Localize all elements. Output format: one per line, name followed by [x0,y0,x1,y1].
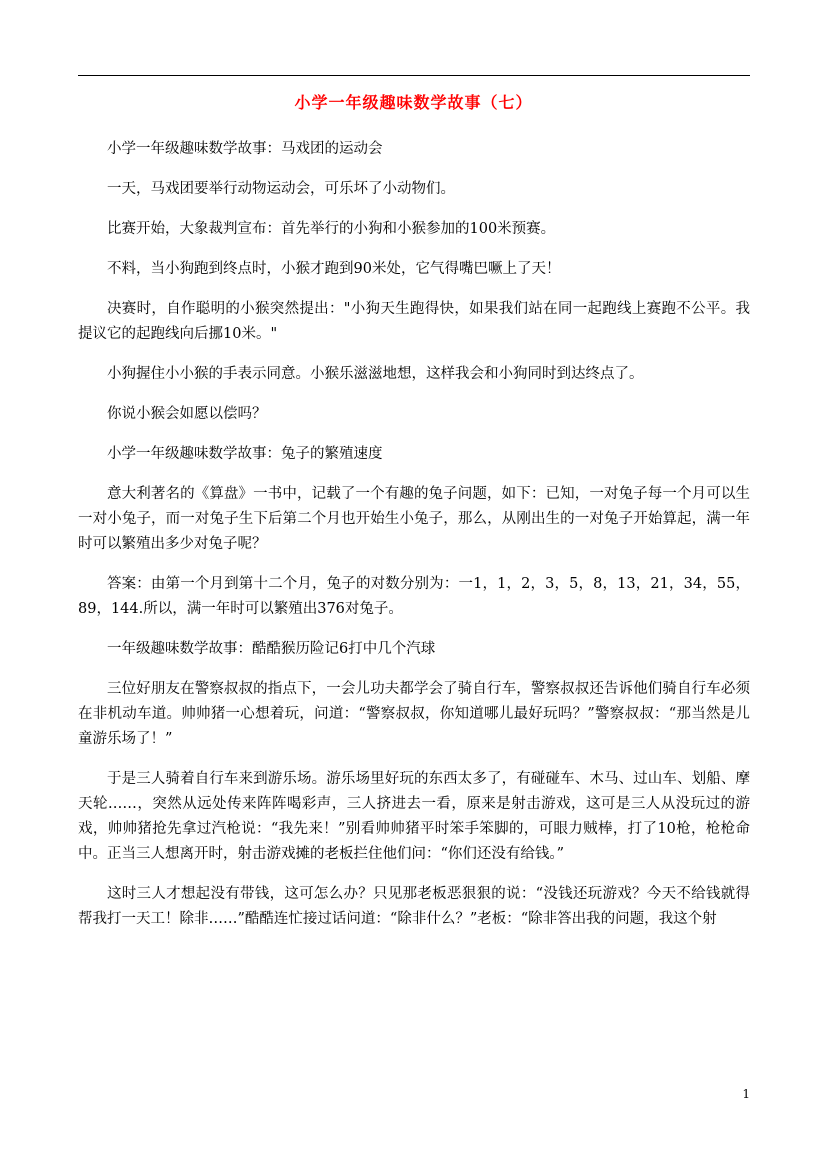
paragraph: 小学一年级趣味数学故事：马戏团的运动会 [107,141,383,157]
document-title: 小学一年级趣味数学故事（七） [294,93,533,112]
document-body [78,137,750,947]
paragraph: 一年级趣味数学故事：酷酷猴历险记6打中几个汽球 [107,641,436,657]
paragraph: 决赛时，自作聪明的小猴突然提出："小狗天生跑得快，如果我们站在同一起跑线上赛跑不公平。我提议它的起跑线向后挪10米。" [78,301,750,342]
paragraph: 小狗握住小小猴的手表示同意。小猴乐滋滋地想，这样我会和小狗同时到达终点了。 [107,366,644,382]
paragraph: 答案：由第一个月到第十二个月，兔子的对数分别为：一1，1，2，3，5，8，13，21，34，55，89，144.所以，满一年时可以繁殖出376对兔子。 [78,576,750,617]
paragraph: 于是三人骑着自行车来到游乐场。游乐场里好玩的东西太多了，有碰碰车、木马、过山车、划船、摩天轮……，突然从远处传来阵阵喝彩声，三人挤进去一看，原来是射击游戏，这可是三人从没玩过的游戏，帅帅猪抢先拿过汽枪说：“我先来！”别看帅帅猪平时笨手笨脚的，可眼力贼棒，打了10枪，枪枪命中。正当三人想离开时，射击游戏摊的老板拦住他们问：“你们还没有给钱。” [78,771,750,862]
paragraph: 三位好朋友在警察叔叔的指点下，一会儿功夫都学会了骑自行车，警察叔叔还告诉他们骑自行车必须在非机动车道。帅帅猪一心想着玩，问道：“警察叔叔，你知道哪儿最好玩吗？”警察叔叔：“那当然是儿童游乐场了！” [78,681,750,747]
paragraph: 意大利著名的《算盘》一书中，记载了一个有趣的兔子问题，如下：已知，一对兔子每一个月可以生一对小兔子，而一对兔子生下后第二个月也开始生小兔子，那么，从刚出生的一对兔子开始算起，满一年时可以繁殖出多少对兔子呢？ [78,486,750,552]
paragraph: 比赛开始，大象裁判宣布：首先举行的小狗和小猴参加的100米预赛。 [107,221,556,237]
page-number: 1 [742,1087,750,1101]
paragraph: 你说小猴会如愿以偿吗？ [107,406,267,422]
header-rule [78,75,750,76]
paragraph: 小学一年级趣味数学故事：兔子的繁殖速度 [107,446,383,462]
paragraph: 不料，当小狗跑到终点时，小猴才跑到90米处，它气得嘴巴噘上了天！ [107,261,561,277]
paragraph: 这时三人才想起没有带钱，这可怎么办？只见那老板恶狠狠的说：“没钱还玩游戏？今天不给钱就得帮我打一天工！除非……”酷酷连忙接过话问道：“除非什么？”老板：“除非答出我的问题，我这个射 [78,886,750,927]
paragraph: 一天，马戏团要举行动物运动会，可乐坏了小动物们。 [107,181,455,197]
